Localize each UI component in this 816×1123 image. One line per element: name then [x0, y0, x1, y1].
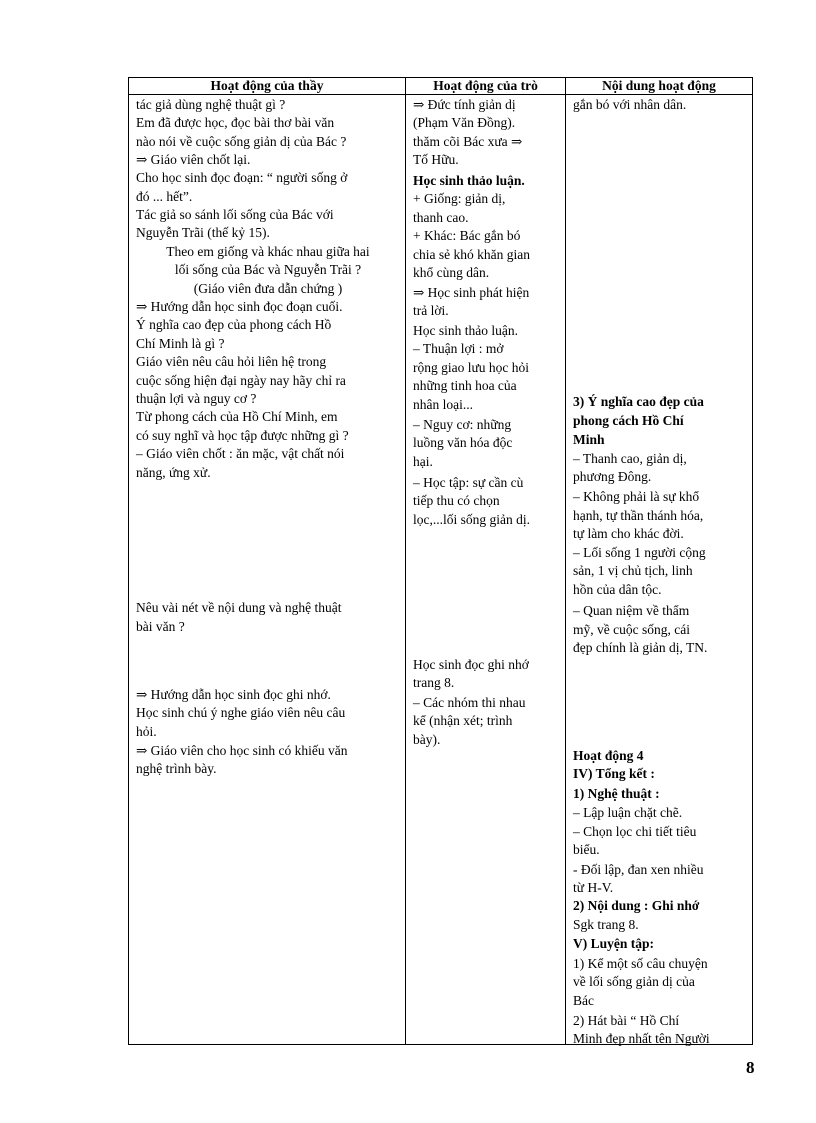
- teacher-line: Từ phong cách của Hồ Chí Minh, em: [136, 409, 338, 424]
- content-line: V) Luyện tập:: [573, 936, 655, 951]
- lesson-plan-table: [128, 77, 753, 1045]
- header-teacher-activity: Hoạt động của thầy: [129, 78, 406, 95]
- student-line: Học sinh đọc ghi nhớ: [413, 657, 529, 672]
- content-line: Sgk trang 8.: [573, 917, 639, 932]
- student-line: khổ cùng dân.: [413, 265, 490, 280]
- content-line: IV) Tổng kết :: [573, 766, 655, 781]
- teacher-activity-cell: [129, 95, 406, 1045]
- teacher-line: Cho học sinh đọc đoạn: “ người sống ở: [136, 170, 348, 185]
- teacher-line: ⇒ Giáo viên chốt lại.: [136, 152, 251, 167]
- student-line: tiếp thu có chọn: [413, 493, 500, 508]
- student-line: Học sinh thảo luận.: [413, 173, 525, 188]
- teacher-line: tác giả dùng nghệ thuật gì ?: [136, 97, 286, 112]
- student-line: – Nguy cơ: những: [413, 417, 512, 432]
- student-line: rộng giao lưu học hỏi: [413, 360, 530, 375]
- content-line: từ H-V.: [573, 880, 614, 895]
- teacher-line: ⇒ Hướng dẫn học sinh đọc ghi nhớ.: [136, 687, 331, 702]
- student-line: những tinh hoa của: [413, 378, 517, 393]
- student-line: bày).: [413, 732, 441, 747]
- content-line: hạnh, tự thần thánh hóa,: [573, 508, 704, 523]
- teacher-line: Em đã được học, đọc bài thơ bài văn: [136, 115, 335, 130]
- content-line: - Đối lập, đan xen nhiều: [573, 862, 704, 877]
- teacher-line: đó ... hết”.: [136, 189, 193, 204]
- content-line: về lối sống giản dị của: [573, 974, 695, 989]
- teacher-line: Giáo viên nêu câu hỏi liên hệ trong: [136, 354, 327, 369]
- student-line: nhân loại...: [413, 397, 473, 412]
- student-line: thanh cao.: [413, 210, 469, 225]
- content-line: Hoạt động 4: [573, 748, 644, 763]
- student-line: lọc,...lối sống giản dị.: [413, 512, 530, 527]
- student-line: luồng văn hóa độc: [413, 435, 513, 450]
- content-line: Minh đẹp nhất tên Người: [573, 1031, 710, 1046]
- content-line: 3) Ý nghĩa cao đẹp của: [573, 394, 704, 409]
- content-line: – Lập luận chặt chẽ.: [573, 805, 683, 820]
- teacher-line: ⇒ Giáo viên cho học sinh có khiếu văn: [136, 743, 348, 758]
- content-line: 2) Nội dung : Ghi nhớ: [573, 898, 700, 913]
- teacher-line: cuộc sống hiện đại ngày nay hãy chỉ ra: [136, 373, 346, 388]
- content-line: biểu.: [573, 842, 600, 857]
- content-line: – Chọn lọc chi tiết tiêu: [573, 824, 697, 839]
- student-line: thăm cõi Bác xưa ⇒: [413, 134, 523, 149]
- student-activity-cell: [406, 95, 566, 1045]
- teacher-line: có suy nghĩ và học tập được những gì ?: [136, 428, 349, 443]
- teacher-line: năng, ứng xử.: [136, 465, 211, 480]
- teacher-line: hỏi.: [136, 724, 157, 739]
- content-line: tự làm cho khác đời.: [573, 526, 684, 541]
- table-body-row: [129, 95, 753, 1045]
- teacher-line: bài văn ?: [136, 619, 185, 634]
- content-line: – Lối sống 1 người cộng: [573, 545, 706, 560]
- content-line: Bác: [573, 993, 594, 1008]
- content-line: hồn của dân tộc.: [573, 582, 662, 597]
- content-line: mỹ, về cuộc sống, cái: [573, 622, 690, 637]
- content-line: gắn bó với nhân dân.: [573, 97, 687, 112]
- teacher-line: nào nói về cuộc sống giản dị của Bác ?: [136, 134, 347, 149]
- student-line: ⇒ Đức tính giản dị: [413, 97, 516, 112]
- content-line: – Quan niệm về thẩm: [573, 603, 690, 618]
- student-line: hại.: [413, 454, 433, 469]
- student-line: trang 8.: [413, 675, 455, 690]
- teacher-line: Nguyễn Trãi (thế kỷ 15).: [136, 225, 270, 240]
- header-activity-content: Nội dung hoạt động: [566, 78, 753, 95]
- teacher-line: Chí Minh là gì ?: [136, 336, 225, 351]
- student-line: (Phạm Văn Đồng).: [413, 115, 516, 130]
- teacher-line: (Giáo viên đưa dẫn chứng ): [193, 281, 343, 296]
- content-line: – Không phải là sự khổ: [573, 489, 700, 504]
- content-line: sản, 1 vị chủ tịch, linh: [573, 563, 693, 578]
- teacher-line: – Giáo viên chốt : ăn mặc, vật chất nói: [136, 446, 345, 461]
- student-line: chia sẻ khó khăn gian: [413, 247, 530, 262]
- content-line: 1) Kể một số câu chuyện: [573, 956, 708, 971]
- activity-content-cell: [566, 95, 753, 1045]
- teacher-line: Học sinh chú ý nghe giáo viên nêu câu: [136, 705, 346, 720]
- student-line: Học sinh thảo luận.: [413, 323, 518, 338]
- teacher-line: Theo em giống và khác nhau giữa hai: [166, 244, 370, 259]
- teacher-line: thuận lợi và nguy cơ ?: [136, 391, 257, 406]
- content-line: – Thanh cao, giản dị,: [573, 451, 687, 466]
- teacher-line: lối sống của Bác và Nguyễn Trãi ?: [174, 262, 362, 277]
- student-line: + Giống: giản dị,: [413, 191, 506, 206]
- content-line: 1) Nghệ thuật :: [573, 786, 660, 801]
- content-line: Minh: [573, 432, 605, 447]
- student-line: + Khác: Bác gắn bó: [413, 228, 521, 243]
- content-line: phong cách Hồ Chí: [573, 413, 684, 428]
- student-line: – Học tập: sự cần cù: [413, 475, 524, 490]
- student-line: ⇒ Học sinh phát hiện: [413, 285, 530, 300]
- content-line: đẹp chính là giản dị, TN.: [573, 640, 708, 655]
- header-student-activity: Hoạt động của trò: [406, 78, 566, 95]
- student-line: kể (nhận xét; trình: [413, 713, 513, 728]
- teacher-line: Ý nghĩa cao đẹp của phong cách Hồ: [136, 317, 332, 332]
- teacher-line: ⇒ Hướng dẫn học sinh đọc đoạn cuối.: [136, 299, 343, 314]
- content-line: 2) Hát bài “ Hồ Chí: [573, 1013, 680, 1028]
- student-line: – Các nhóm thi nhau: [413, 695, 526, 710]
- student-line: – Thuận lợi : mở: [413, 341, 504, 356]
- teacher-line: Tác giả so sánh lối sống của Bác với: [136, 207, 334, 222]
- page-number: 8: [746, 1058, 755, 1077]
- student-line: trả lời.: [413, 303, 449, 318]
- teacher-line: nghệ trình bày.: [136, 761, 217, 776]
- table-header-row: [129, 78, 753, 95]
- student-line: Tố Hữu.: [413, 152, 459, 167]
- teacher-line: Nêu vài nét về nội dung và nghệ thuật: [136, 600, 342, 615]
- content-line: phương Đông.: [573, 469, 652, 484]
